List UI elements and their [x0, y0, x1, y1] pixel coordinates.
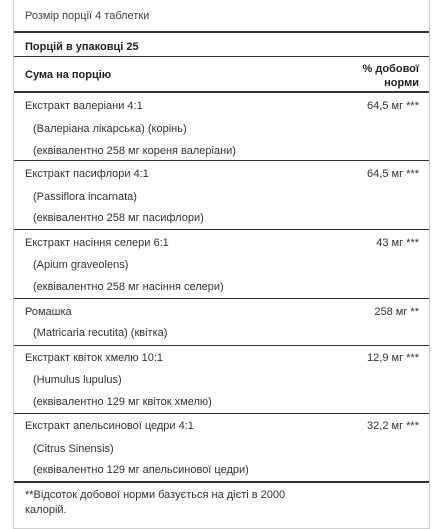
- ingredient-name: Екстракт апельсинової цедри 4:1: [25, 420, 194, 432]
- ingredient-source: (Humulus lupulus): [33, 374, 122, 386]
- ingredient-name: Екстракт пасифлори 4:1: [25, 168, 149, 180]
- divider: [14, 229, 429, 230]
- serving-size: Розмір порції 4 таблетки: [25, 10, 150, 22]
- divider: [14, 56, 429, 57]
- divider-thick: [14, 91, 429, 93]
- ingredient-equivalent: (еквівалентно 129 мг апельсинової цедри): [33, 464, 249, 476]
- divider-thick: [14, 481, 429, 483]
- ingredient-name: Екстракт валеріани 4:1: [25, 100, 143, 112]
- amount-per-serving-header: Сума на порцію: [25, 69, 112, 81]
- divider: [14, 413, 429, 414]
- supplement-facts-panel: [13, 0, 430, 529]
- ingredient-name: Екстракт насіння селери 6:1: [25, 237, 169, 249]
- ingredient-amount: 258 мг **: [374, 306, 419, 318]
- ingredient-amount: 32,2 мг ***: [367, 420, 419, 432]
- divider: [14, 160, 429, 161]
- ingredient-equivalent: (еквівалентно 258 мг кореня валеріани): [33, 145, 236, 157]
- ingredient-source: (Matricaria recutita) (квітка): [33, 327, 168, 339]
- ingredient-name: Ромашка: [25, 306, 72, 318]
- ingredient-name: Екстракт квіток хмелю 10:1: [25, 352, 164, 364]
- ingredient-amount: 64,5 мг ***: [367, 100, 419, 112]
- ingredient-source: (Валеріана лікарська) (корінь): [33, 123, 187, 135]
- ingredient-amount: 43 мг ***: [376, 237, 419, 249]
- divider: [14, 298, 429, 299]
- servings-per-container: Порцій в упаковці 25: [25, 41, 139, 53]
- ingredient-source: (Passiflora incarnata): [33, 191, 137, 203]
- daily-value-header: [363, 62, 419, 90]
- daily-value-header-line2: норми: [384, 77, 419, 89]
- ingredient-amount: 64,5 мг ***: [367, 168, 419, 180]
- divider: [14, 345, 429, 346]
- ingredient-source: (Citrus Sinensis): [33, 443, 114, 455]
- ingredient-source: (Apium graveolens): [33, 259, 129, 271]
- ingredient-equivalent: (еквівалентно 258 мг насіння селери): [33, 281, 224, 293]
- divider-thick: [14, 31, 429, 33]
- daily-value-header-line1: % добової: [362, 63, 419, 75]
- ingredient-equivalent: (еквівалентно 129 мг квіток хмелю): [33, 396, 212, 408]
- ingredient-equivalent: (еквівалентно 258 мг пасифлори): [33, 212, 204, 224]
- ingredient-amount: 12,9 мг ***: [367, 352, 419, 364]
- footnote: **Відсоток добової норми базується на дієті в 2000 калорій.: [25, 489, 286, 516]
